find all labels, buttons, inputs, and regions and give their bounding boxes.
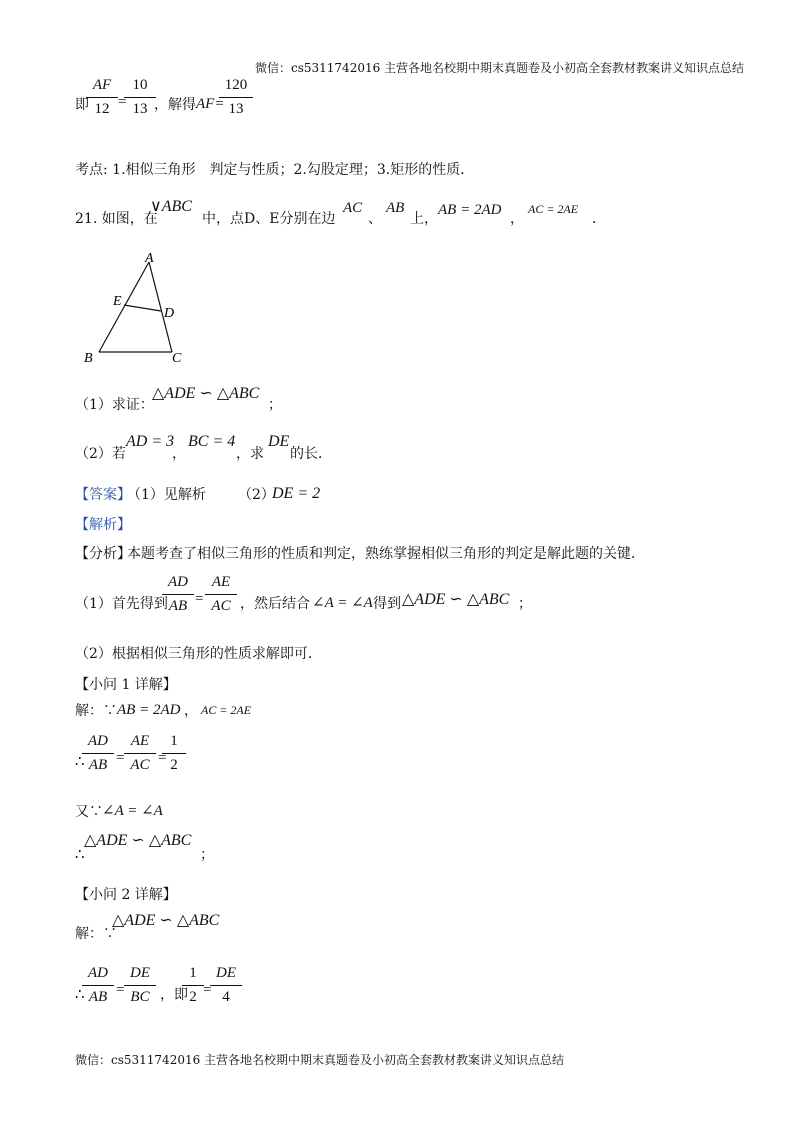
- detail1-ab: AB = 2AD: [117, 702, 181, 718]
- analysis-s1-expr: △ADE ∽ △ABC: [402, 591, 510, 608]
- prev-jiede: ，解得: [154, 97, 196, 113]
- segment-de: [124, 305, 161, 311]
- answer-2: （2）: [238, 487, 275, 503]
- analysis-get: 得到: [373, 596, 401, 612]
- detail2-sim: △ADE ∽ △ABC: [112, 912, 220, 929]
- part1-lead: （1）求证：: [75, 397, 154, 413]
- detail1-tag: 【小问 1 详解】: [75, 677, 177, 693]
- side-ab: [99, 262, 149, 352]
- part2-ad: AD = 3: [126, 433, 175, 450]
- detail1-eq1: =: [116, 750, 125, 766]
- detail2-tag: 【小问 2 详解】: [75, 887, 177, 903]
- q21-mid: 中，点D、E分别在边: [202, 211, 336, 227]
- label-e: E: [113, 294, 122, 309]
- detail2-frac-1-2: 1 2: [182, 965, 204, 1006]
- detail2-eq1: =: [116, 982, 125, 998]
- triangle-figure: [80, 250, 190, 370]
- fenxi-tag: 【分析】: [75, 546, 131, 562]
- q21-ab: AB: [386, 200, 405, 216]
- detail1-concl: △ADE ∽ △ABC: [84, 832, 192, 849]
- analysis-s1-mid: ，然后结合: [240, 596, 310, 612]
- footer-watermark: 微信：cs5311742016 主营各地名校期中期末真题卷及小初高全套教材教案讲义知识点总结: [75, 1053, 565, 1067]
- prev-af-eq: AF=: [196, 96, 225, 112]
- prev-ji: 即: [75, 97, 89, 113]
- label-a: A: [145, 251, 154, 266]
- prev-eq: =: [118, 94, 127, 110]
- prev-frac-10-13: 10 13: [124, 77, 156, 118]
- detail1-jie: 解：∵: [75, 703, 117, 719]
- label-d: D: [164, 306, 175, 321]
- analysis-eq: =: [195, 591, 204, 607]
- q21-end: ．: [592, 211, 606, 227]
- detail1-therefore2: ∴: [75, 847, 85, 863]
- analysis-frac-ad-ab: AD AB: [162, 574, 194, 615]
- part2-lead: （2）若: [75, 446, 126, 462]
- detail1-concl-end: ；: [200, 847, 214, 863]
- detail1-frac-1-2: 1 2: [162, 733, 186, 774]
- q21-cond2: AC = 2AE: [528, 202, 579, 216]
- q21-ac: AC: [343, 200, 363, 216]
- q21-triangle: ∨ABC: [150, 198, 192, 215]
- label-b: B: [84, 351, 93, 366]
- detail2-eq2: =: [203, 982, 212, 998]
- q21-lead: 21. 如图，在: [75, 211, 158, 227]
- q21-on: 上，: [410, 211, 438, 227]
- prev-frac-120-13: 120 13: [219, 77, 253, 118]
- analysis-s1-lead: （1）首先得到: [75, 596, 168, 612]
- part1-expr: △ADE ∽ △ABC: [152, 385, 260, 402]
- part2-c2: ，求: [236, 446, 264, 462]
- detail2-frac-ad-ab: AD AB: [82, 965, 114, 1006]
- part2-de: DE: [268, 433, 290, 450]
- q21-cond1: AB = 2AD: [438, 202, 502, 218]
- detail1-angle: ∠A = ∠A: [102, 803, 163, 819]
- analysis-s1-end: ；: [518, 596, 532, 612]
- detail2-ji: ，即: [160, 987, 188, 1003]
- detail1-you: 又∵: [75, 804, 103, 820]
- prev-frac-af-12: AF 12: [86, 77, 118, 118]
- part2-end: 的长．: [290, 446, 332, 462]
- fenxi-text: 本题考查了相似三角形的性质和判定，熟练掌握相似三角形的判定是解此题的关键．: [127, 546, 645, 562]
- detail2-frac-de-bc: DE BC: [124, 965, 156, 1006]
- detail1-eq2: =: [158, 750, 167, 766]
- jiexi-tag: 【解析】: [75, 517, 131, 533]
- analysis-angle: ∠A = ∠A: [312, 595, 373, 611]
- detail2-jie: 解：∵: [75, 926, 117, 942]
- q21-comma: ，: [510, 211, 524, 227]
- detail2-therefore: ∴: [75, 987, 85, 1003]
- detail1-frac-ae-ac: AE AC: [124, 733, 156, 774]
- answer-tag: 【答案】: [75, 487, 131, 503]
- prev-kaodian: 考点: 1.相似三角形 判定与性质；2.勾股定理；3.矩形的性质．: [75, 162, 475, 178]
- part2-c1: ，: [172, 446, 186, 462]
- detail2-frac-de-4: DE 4: [210, 965, 242, 1006]
- answer-1: （1）见解析: [127, 487, 206, 503]
- part1-end: ；: [268, 397, 282, 413]
- label-c: C: [172, 351, 182, 366]
- detail1-ac: AC = 2AE: [201, 703, 252, 717]
- header-watermark: 微信：cs5311742016 主营各地名校期中期末真题卷及小初高全套教材教案讲义知识点总结: [255, 61, 745, 75]
- part2-bc: BC = 4: [188, 433, 236, 450]
- analysis-frac-ae-ac: AE AC: [205, 574, 237, 615]
- q21-sep: 、: [368, 211, 382, 227]
- detail1-comma: ，: [184, 703, 198, 719]
- detail1-therefore: ∴: [75, 754, 85, 770]
- detail1-frac-ad-ab: AD AB: [82, 733, 114, 774]
- analysis-s2: （2）根据相似三角形的性质求解即可．: [75, 646, 322, 662]
- answer-2-expr: DE = 2: [272, 485, 321, 502]
